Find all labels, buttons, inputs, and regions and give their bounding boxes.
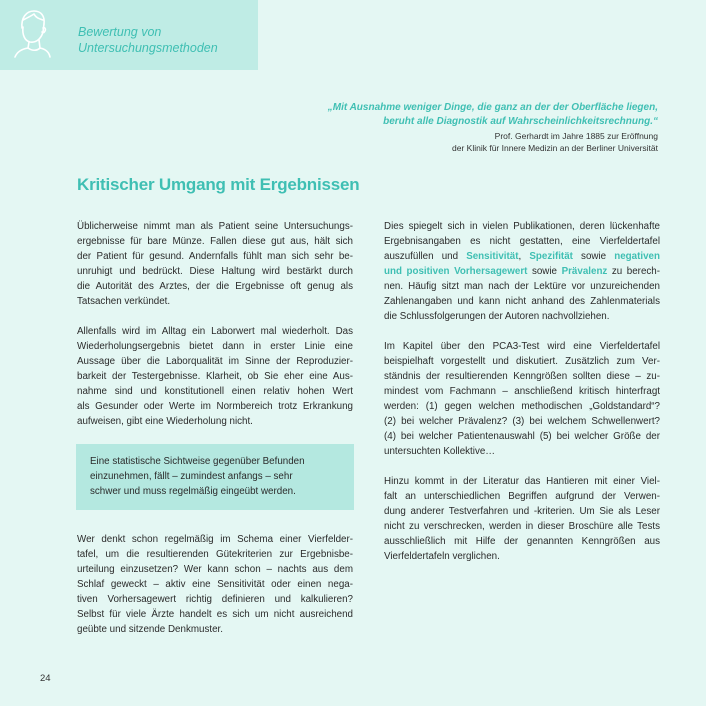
text-line: beispielhaft vorgestellt und diskutiert. Zusätzlich zum Ver- [384, 356, 660, 367]
text-line [384, 249, 660, 264]
page-heading: Kritischer Umgang mit Ergebnissen [77, 175, 360, 194]
text-line: der Patient für gesund. Andernfalls fühlt man sich sehr be- [77, 251, 353, 262]
text-line: als Gesunder oder Werte im Normbereich trotz Erkrankung [77, 401, 353, 412]
paragraph [77, 219, 353, 309]
text-line: mindest vom Fachmann – anschließend kritisch hinterfragt [384, 386, 660, 397]
section-title [78, 24, 218, 56]
left-column [77, 219, 353, 652]
text-fragment: sowie [572, 251, 615, 262]
quote-block [138, 101, 658, 154]
quote-text [138, 101, 658, 129]
text-fragment: , [518, 251, 530, 262]
quote-source-line: Prof. Gerhardt im Jahre 1885 zur Eröffnung [494, 131, 658, 141]
text-line: Vierfeldertafeln verglichen. [384, 551, 500, 562]
text-line: tafel, um die resultierenden Gütekriterien zur Ergebnisbe- [77, 549, 353, 560]
text-line: ausschließlich mit Hilfe der genannten Kenngrößen aus [384, 536, 660, 547]
text-line: Wer denkt schon regelmäßig im Schema einer Vierfelder- [77, 534, 353, 545]
text-line: Ergebnisangaben es nicht gestatten, eine Vierfeldertafel [384, 236, 660, 247]
page-number: 24 [40, 673, 51, 684]
text-line: geübte und sitzende Denkmuster. [77, 624, 223, 635]
term-sensitivitaet: Sensitivität [466, 251, 519, 262]
text-line: tiven Vorhersagewert richtig definieren und kalkulieren? [77, 594, 353, 605]
text-line: (4) bei welcher Patientenauswahl (5) bei welcher Größe der [384, 431, 660, 442]
text-fragment: sowie [527, 266, 562, 277]
right-column [384, 219, 660, 579]
section-title-line: Untersuchungsmethoden [78, 41, 218, 55]
text-line: die Schlussfolgerungen der Autoren nachvollziehen. [384, 311, 610, 322]
text-line: barkeit der Testergebnisse. Klarheit, ob Sie eher eine Aus- [77, 371, 353, 382]
text-line: (2) bei welcher Prävalenz? (3) bei welchem Schwellenwert? [384, 416, 660, 427]
text-line: falt an unterschiedlichen Begriffen aufgrund der Verwen- [384, 491, 660, 502]
text-line: Aussage über die Laborqualität im Sinne der Reproduzier- [77, 356, 353, 367]
text-line: dung anderer Testverfahren und -kriterien. Um Sie als Leser [384, 506, 660, 517]
text-line: nen. Häufig sitzt man nach der Lektüre vor unzureichenden [384, 281, 660, 292]
text-line: Dies spiegelt sich in vielen Publikationen, deren lückenhafte [384, 221, 660, 232]
text-line: urteilung einzusetzen? Wer kann schon – nachts aus dem [77, 564, 353, 575]
term-negativen: negativen [614, 251, 660, 262]
paragraph [384, 219, 660, 324]
section-title-line: Bewertung von [78, 25, 162, 39]
text-line: nicht zu verschrecken, werden in dieser Broschüre alle Tests [384, 521, 660, 532]
term-spezifitaet: Spezifität [529, 251, 573, 262]
text-line: die Autorität des Arztes, der die Ergebnisse oft genug als [77, 281, 353, 292]
quote-line: beruht alle Diagnostik auf Wahrscheinlichkeitsrechnung.“ [383, 116, 658, 127]
header-band [0, 0, 258, 70]
paragraph [384, 339, 660, 459]
text-line: ständnis der resultierenden Kenngrößen sollten diese – zu- [384, 371, 660, 382]
text-line: Schlaf geweckt – aktiv eine Sensitivität oder einen nega- [77, 579, 353, 590]
text-fragment: zu berech- [607, 266, 660, 277]
text-line: Selbst für viele Ärzte handelt es sich um nicht ausreichend [77, 609, 353, 620]
callout-line: schwer und muss regelmäßig eingeübt werden. [90, 486, 296, 497]
callout-line: einzunehmen, fällt – zumindest anfangs – sehr [90, 471, 293, 482]
text-line [384, 264, 660, 279]
text-line: Tatsachen verkündet. [77, 296, 171, 307]
text-fragment: auszufüllen und [384, 251, 467, 262]
text-line: werden: (1) gegen welchen methodischen „Goldstandard“? [384, 401, 660, 412]
text-line: ergebnisse für bare Münze. Fallen diese gut aus, hält sich [77, 236, 353, 247]
term-vorhersagewert: und positiven Vorhersagewert [384, 266, 528, 277]
paragraph [77, 324, 353, 429]
text-line: untersuchten Kollektive… [384, 446, 496, 457]
paragraph [77, 532, 353, 637]
quote-source-line: der Klinik für Innere Medizin an der Berliner Universität [452, 143, 658, 153]
text-line: unruhigt und bedrückt. Diese Haltung wird bestärkt durch [77, 266, 353, 277]
person-head-icon [12, 6, 52, 58]
callout-line: Eine statistische Sichtweise gegenüber Befunden [90, 456, 305, 467]
paragraph [384, 474, 660, 564]
text-line: Üblicherweise nimmt man als Patient seine Untersuchungs- [77, 221, 353, 232]
text-line: Hinzu kommt in der Literatur das Hantieren mit einer Viel- [384, 476, 660, 487]
text-line: Zahlenangaben und kann nicht anhand des Zahlenmaterials [384, 296, 660, 307]
text-line: Allenfalls wird im Alltag ein Laborwert mal wiederholt. Das [77, 326, 353, 337]
quote-source [138, 130, 658, 154]
quote-line: „Mit Ausnahme weniger Dinge, die ganz an der der Oberfläche liegen, [327, 102, 658, 113]
text-line: nahme sind und konstitutionell einen relativ hohen Wert [77, 386, 353, 397]
text-line: Im Kapitel über den PCA3-Test wird eine Vierfeldertafel [384, 341, 660, 352]
text-line: Wiederholungsergebnis bietet dann in erster Linie eine [77, 341, 353, 352]
term-praevalenz: Prävalenz [561, 266, 608, 277]
text-line: aufweisen, gibt eine Wiederholung nicht. [77, 416, 253, 427]
callout-box [76, 444, 354, 510]
